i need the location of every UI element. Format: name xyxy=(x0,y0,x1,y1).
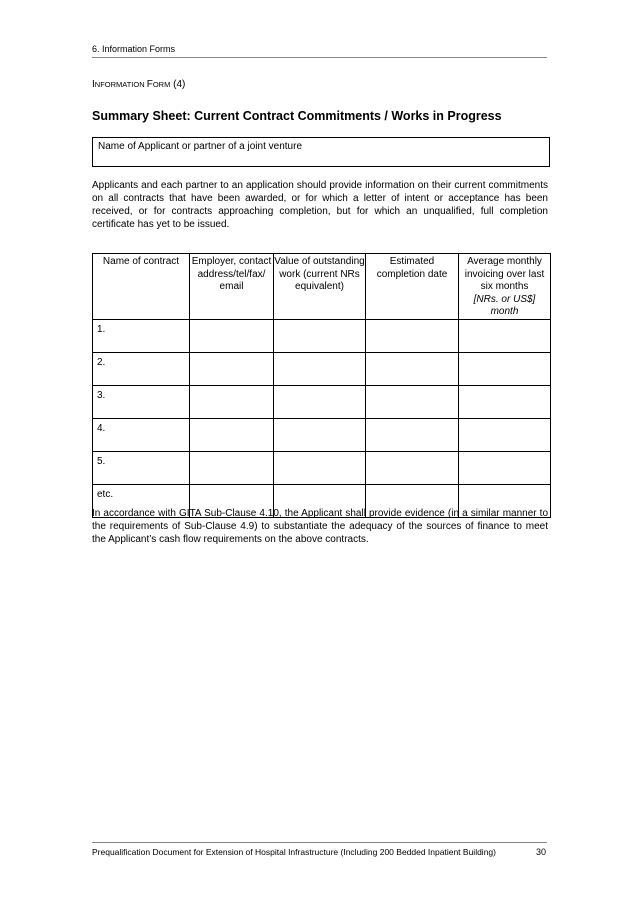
invoicing-cell[interactable] xyxy=(459,386,551,419)
invoicing-cell[interactable] xyxy=(459,320,551,353)
employer-cell[interactable] xyxy=(190,320,274,353)
table-row xyxy=(93,353,551,386)
commitments-table xyxy=(92,253,551,518)
header-invoicing-text: Average monthly invoicing over last six months xyxy=(464,256,545,292)
page-number: 30 xyxy=(536,847,547,857)
form-label-number: (4) xyxy=(170,79,186,90)
form-label-smallcaps-1: NFORMATION xyxy=(94,80,147,89)
header-monthly-invoicing xyxy=(459,254,551,320)
invoicing-cell[interactable] xyxy=(459,419,551,452)
row-number: 2. xyxy=(93,353,190,386)
header-employer xyxy=(190,254,274,320)
completion-cell[interactable] xyxy=(366,353,459,386)
completion-cell[interactable] xyxy=(366,386,459,419)
invoicing-cell[interactable] xyxy=(459,353,551,386)
invoicing-cell[interactable] xyxy=(459,452,551,485)
footer-text: Prequalification Document for Extension of Hospital Infrastructure (Including 200 Bedded Inpatient Building) xyxy=(92,847,496,857)
completion-cell[interactable] xyxy=(366,320,459,353)
table-row xyxy=(93,386,551,419)
employer-cell[interactable] xyxy=(190,452,274,485)
header-value-text: Value of outstanding work (current NRs equivalent) xyxy=(274,256,365,292)
form-label-smallcaps-2: ORM xyxy=(152,80,171,89)
completion-cell[interactable] xyxy=(366,452,459,485)
employer-cell[interactable] xyxy=(190,419,274,452)
row-number: 4. xyxy=(93,419,190,452)
row-number: 1. xyxy=(93,320,190,353)
table-row xyxy=(93,452,551,485)
form-label-initial-2: F xyxy=(146,79,153,90)
value-cell[interactable] xyxy=(274,386,366,419)
header-completion-date: Estimated completion date xyxy=(366,254,459,320)
form-label-initial-1: I xyxy=(92,79,95,90)
employer-cell[interactable] xyxy=(190,386,274,419)
sheet-title: Summary Sheet: Current Contract Commitments / Works in Progress xyxy=(92,109,502,123)
value-cell[interactable] xyxy=(274,452,366,485)
applicant-name-field[interactable] xyxy=(92,137,550,167)
value-cell[interactable] xyxy=(274,353,366,386)
header-outstanding-value xyxy=(274,254,366,320)
closing-paragraph: In accordance with GITA Sub-Clause 4.10, the Applicant shall provide evidence (in a similar manner to the requirements of Sub-Clause 4.9) to substantiate the adequacy of the sources of finance to meet the Applicant’s cash flow requirements on the above contracts. xyxy=(92,508,548,545)
row-number: 3. xyxy=(93,386,190,419)
footer-rule xyxy=(92,842,547,843)
header-employer-text: Employer, contact address/tel/fax/ email xyxy=(191,256,272,292)
header-contract-name: Name of contract xyxy=(93,254,190,320)
row-number: etc. xyxy=(93,485,190,518)
running-head: 6. Information Forms xyxy=(92,44,176,54)
employer-cell[interactable] xyxy=(190,353,274,386)
table-row xyxy=(93,320,551,353)
value-cell[interactable] xyxy=(274,320,366,353)
table-header-row xyxy=(93,254,551,320)
header-rule xyxy=(92,57,547,58)
intro-paragraph: Applicants and each partner to an application should provide information on their current commitments on all contracts that have been awarded, or for which a letter of intent or acceptance has been received, or for contracts approaching completion, but for which an unqualified, full completion certificate has yet to be issued. xyxy=(92,180,548,230)
table-row xyxy=(93,419,551,452)
applicant-name-label: Name of Applicant or partner of a joint venture xyxy=(98,141,303,152)
completion-cell[interactable] xyxy=(366,419,459,452)
value-cell[interactable] xyxy=(274,419,366,452)
header-invoicing-currency: [NRs. or US$] month xyxy=(473,293,536,317)
row-number: 5. xyxy=(93,452,190,485)
form-label xyxy=(92,79,185,90)
